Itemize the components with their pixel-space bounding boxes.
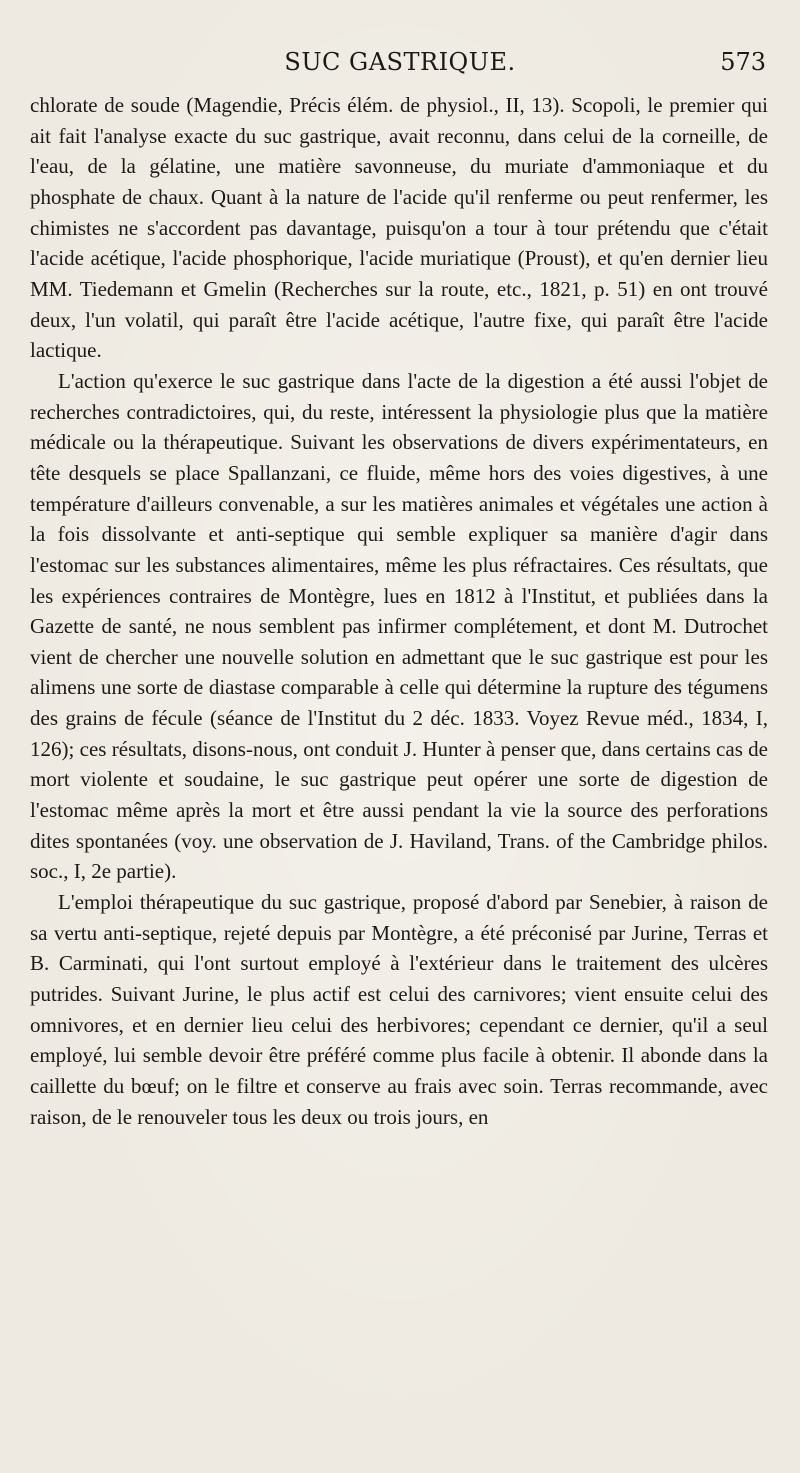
running-title: SUC GASTRIQUE. bbox=[284, 48, 516, 76]
paragraph-2: L'action qu'exerce le suc gastrique dans l'acte de la digestion a été aussi l'objet de recherches contradictoires, qui, du reste, intéressent la physiologie plus que la matière médicale ou la thérapeutique. Suivant les observations de divers expérimentateurs, en tête desquels se place Spallanzani, ce fluide, même hors des voies digestives, à une température d'ailleurs convenable, a sur les matières animales et végétales une action à la fois dissolvante et anti-septique qui semble expliquer sa manière d'agir dans l'estomac sur les substances alimentaires, même les plus réfractaires. Ces résultats, que les expériences contraires de Montègre, lues en 1812 à l'Institut, et publiées dans la Gazette de santé, ne nous semblent pas infirmer complétement, et dont M. Dutrochet vient de chercher une nouvelle solution en admettant que le suc gastrique est pour les alimens une sorte de diastase comparable à celle qui détermine la rupture des tégumens des grains de fécule (séance de l'Institut du 2 déc. 1833. Voyez Revue méd., 1834, I, 126); ces résultats, disons-nous, ont conduit J. Hunter à penser que, dans certains cas de mort violente et soudaine, le suc gastrique peut opérer une sorte de digestion de l'estomac même après la mort et être aussi pendant la vie la source des perforations dites spontanées (voy. une observation de J. Haviland, Trans. of the Cambridge philos. soc., I, 2e partie). bbox=[30, 368, 768, 884]
paragraph-1: chlorate de soude (Magendie, Précis élém. de physiol., II, 13). Scopoli, le premier qui ait fait l'analyse exacte du suc gastrique, avait reconnu, dans celui de la corneille, de l'eau, de la gélatine, une matière savonneuse, du muriate d'ammoniaque et du phosphate de chaux. Quant à la nature de l'acide qu'il renferme ou peut renfermer, les chimistes ne s'accordent pas davantage, puisqu'on a tour à tour prétendu que c'était l'acide acétique, l'acide phosphorique, l'acide muriatique (Proust), et qu'en dernier lieu MM. Tiedemann et Gmelin (Recherches sur la route, etc., 1821, p. 51) en ont trouvé deux, l'un volatil, qui paraît être l'acide acétique, l'autre fixe, qui paraît être l'acide lactique. bbox=[30, 93, 768, 363]
body-text bbox=[30, 90, 768, 1132]
paragraph-3: L'emploi thérapeutique du suc gastrique, proposé d'abord par Senebier, à raison de sa vertu anti-septique, rejeté depuis par Montègre, a été préconisé par Jurine, Terras et B. Carminati, qui l'ont surtout employé à l'extérieur dans le traitement des ulcères putrides. Suivant Jurine, le plus actif est celui des carnivores; vient ensuite celui des omnivores, et en dernier lieu celui des herbivores; cependant ce dernier, qu'il a seul employé, lui semble devoir être préféré comme plus facile à obtenir. Il abonde dans la caillette du bœuf; on le filtre et conserve au frais avec soin. Terras recommande, avec raison, de le renouveler tous les deux ou trois jours, en bbox=[30, 890, 768, 1129]
page-number: 573 bbox=[720, 48, 766, 76]
page-header bbox=[30, 48, 770, 88]
